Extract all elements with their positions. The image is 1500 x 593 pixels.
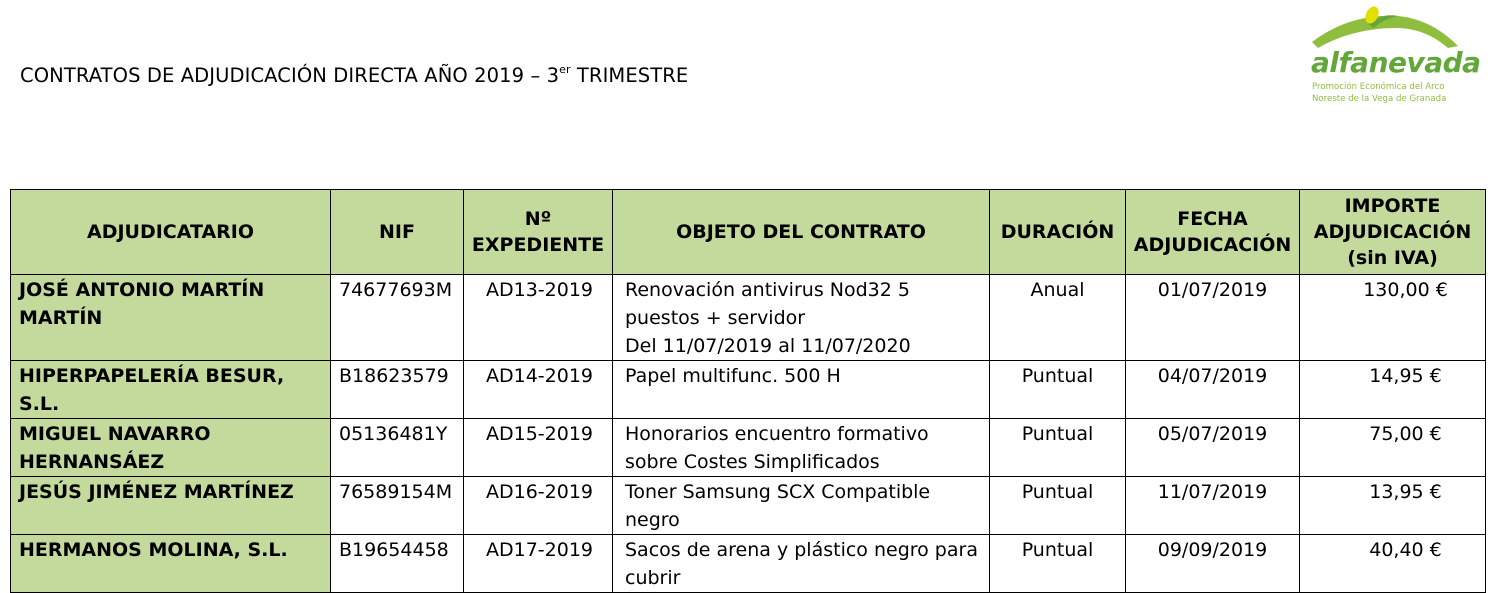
- cell-expediente: AD13-2019: [464, 275, 613, 361]
- cell-fecha: 09/09/2019: [1126, 535, 1300, 593]
- cell-importe: 13,95 €: [1300, 477, 1486, 535]
- cell-nif: B18623579: [331, 361, 464, 419]
- cell-adjudicatario: HIPERPAPELERÍA BESUR, S.L.: [11, 361, 331, 419]
- document-title: [20, 64, 688, 87]
- logo-subtitle-line2: Noreste de la Vega de Granada: [1312, 94, 1447, 104]
- cell-nif: B19654458: [331, 535, 464, 593]
- logo-wordmark: alfanevada: [1311, 46, 1481, 79]
- cell-importe: 130,00 €: [1300, 275, 1486, 361]
- alfanevada-logo: [1308, 2, 1481, 112]
- cell-duracion: Puntual: [990, 419, 1126, 477]
- header-adjudicatario: ADJUDICATARIO: [11, 190, 331, 275]
- logo-subtitle-line1: Promoción Económica del Arco: [1312, 82, 1445, 92]
- cell-importe: 75,00 €: [1300, 419, 1486, 477]
- cell-importe: 14,95 €: [1300, 361, 1486, 419]
- cell-adjudicatario: JOSÉ ANTONIO MARTÍN MARTÍN: [11, 275, 331, 361]
- header-fecha: FECHA ADJUDICACIÓN: [1126, 190, 1300, 275]
- cell-objeto: Honorarios encuentro formativo sobre Costes Simplificados: [613, 419, 990, 477]
- cell-duracion: Puntual: [990, 535, 1126, 593]
- table-row: [11, 419, 1486, 477]
- cell-objeto: Renovación antivirus Nod32 5 puestos + servidor Del 11/07/2019 al 11/07/2020: [613, 275, 990, 361]
- table-row: [11, 275, 1486, 361]
- header-duracion: DURACIÓN: [990, 190, 1126, 275]
- cell-fecha: 04/07/2019: [1126, 361, 1300, 419]
- cell-fecha: 05/07/2019: [1126, 419, 1300, 477]
- cell-nif: 74677693M: [331, 275, 464, 361]
- cell-importe: 40,40 €: [1300, 535, 1486, 593]
- cell-duracion: Anual: [990, 275, 1126, 361]
- header-nif: NIF: [331, 190, 464, 275]
- header-objeto: OBJETO DEL CONTRATO: [613, 190, 990, 275]
- cell-expediente: AD15-2019: [464, 419, 613, 477]
- cell-nif: 76589154M: [331, 477, 464, 535]
- table-row: [11, 477, 1486, 535]
- table-header-row: [11, 190, 1486, 275]
- cell-expediente: AD16-2019: [464, 477, 613, 535]
- cell-adjudicatario: MIGUEL NAVARRO HERNANSÁEZ: [11, 419, 331, 477]
- cell-objeto: Sacos de arena y plástico negro para cubrir: [613, 535, 990, 593]
- cell-nif: 05136481Y: [331, 419, 464, 477]
- header-expediente: Nº EXPEDIENTE: [464, 190, 613, 275]
- table-row: [11, 535, 1486, 593]
- cell-duracion: Puntual: [990, 477, 1126, 535]
- cell-adjudicatario: JESÚS JIMÉNEZ MARTÍNEZ: [11, 477, 331, 535]
- document-title-tail: TRIMESTRE: [570, 64, 689, 87]
- cell-fecha: 01/07/2019: [1126, 275, 1300, 361]
- table-row: [11, 361, 1486, 419]
- cell-expediente: AD17-2019: [464, 535, 613, 593]
- document-title-superscript: er: [559, 63, 571, 76]
- cell-objeto: Toner Samsung SCX Compatible negro: [613, 477, 990, 535]
- cell-fecha: 11/07/2019: [1126, 477, 1300, 535]
- cell-objeto: Papel multifunc. 500 H: [613, 361, 990, 419]
- header-importe: IMPORTE ADJUDICACIÓN (sin IVA): [1300, 190, 1486, 275]
- cell-adjudicatario: HERMANOS MOLINA, S.L.: [11, 535, 331, 593]
- cell-duracion: Puntual: [990, 361, 1126, 419]
- document-title-main: CONTRATOS DE ADJUDICACIÓN DIRECTA AÑO 2019 – 3: [20, 64, 560, 87]
- contracts-table: [10, 189, 1486, 593]
- cell-expediente: AD14-2019: [464, 361, 613, 419]
